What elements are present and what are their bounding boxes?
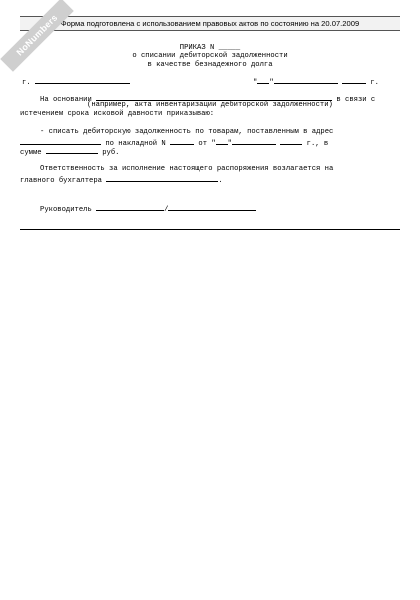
invoice-day-field[interactable] — [216, 137, 228, 145]
signature-slash: / — [164, 206, 169, 214]
watermark-logo: NoNumbers — [0, 0, 74, 72]
recipient-field[interactable] — [20, 137, 101, 145]
invoice-from-label: от " — [198, 140, 216, 148]
date-month-field[interactable] — [274, 76, 338, 84]
date-line — [253, 76, 379, 87]
order-title: ПРИКАЗ N _____ — [179, 44, 241, 52]
basis-label: На основании — [40, 96, 92, 104]
bottom-divider — [20, 229, 400, 230]
basis-line3: истечением срока исковой давности приказываю: — [20, 110, 215, 118]
item-line3 — [20, 146, 120, 157]
order-subtitle-line1: о списании дебиторской задолженности — [132, 52, 288, 60]
invoice-quote: " — [227, 140, 232, 148]
item-line1-text: списать дебиторскую задолженность по товарам, поставленным в адрес — [48, 128, 334, 136]
basis-tail: в связи с — [336, 96, 376, 104]
signature-line — [40, 203, 256, 214]
legal-notice-bar — [20, 16, 400, 31]
invoice-number-field[interactable] — [170, 137, 194, 145]
item-line1 — [40, 128, 333, 136]
responsibility-label: главного бухгалтера — [20, 177, 102, 185]
legal-notice-text: Форма подготовлена с использованием правовых актов по состоянию на 20.07.2009 — [60, 19, 360, 28]
signature-label: Руководитель — [40, 206, 92, 214]
basis-field[interactable] — [96, 93, 332, 101]
year-suffix: г. — [370, 79, 379, 87]
invoice-month-field[interactable] — [232, 137, 276, 145]
signature-name-field[interactable] — [168, 203, 256, 211]
city-line — [22, 76, 130, 87]
invoice-year-field[interactable] — [280, 137, 302, 145]
invoice-year-suffix: г., в — [306, 140, 329, 148]
signature-field[interactable] — [96, 203, 164, 211]
amount-unit: руб. — [102, 149, 120, 157]
date-open-quote: " — [253, 79, 258, 87]
responsibility-end: . — [218, 177, 223, 185]
city-field[interactable] — [35, 76, 130, 84]
amount-field[interactable] — [46, 146, 98, 154]
amount-label: сумме — [20, 149, 42, 157]
order-subtitle-line2: в качестве безнадежного долга — [147, 61, 273, 69]
basis-hint: (например, акта инвентаризации дебиторской задолженности) — [87, 101, 333, 109]
date-day-field[interactable] — [257, 76, 269, 84]
chief-accountant-field[interactable] — [106, 174, 218, 182]
responsibility-line2 — [20, 174, 223, 185]
city-prefix: г. — [22, 79, 31, 87]
item-dash: - — [40, 128, 45, 136]
date-close-quote: " — [269, 79, 274, 87]
invoice-label: по накладной N — [105, 140, 166, 148]
responsibility-line1: Ответственность за исполнение настоящего распоряжения возлагается на — [40, 165, 334, 173]
date-year-field[interactable] — [342, 76, 366, 84]
